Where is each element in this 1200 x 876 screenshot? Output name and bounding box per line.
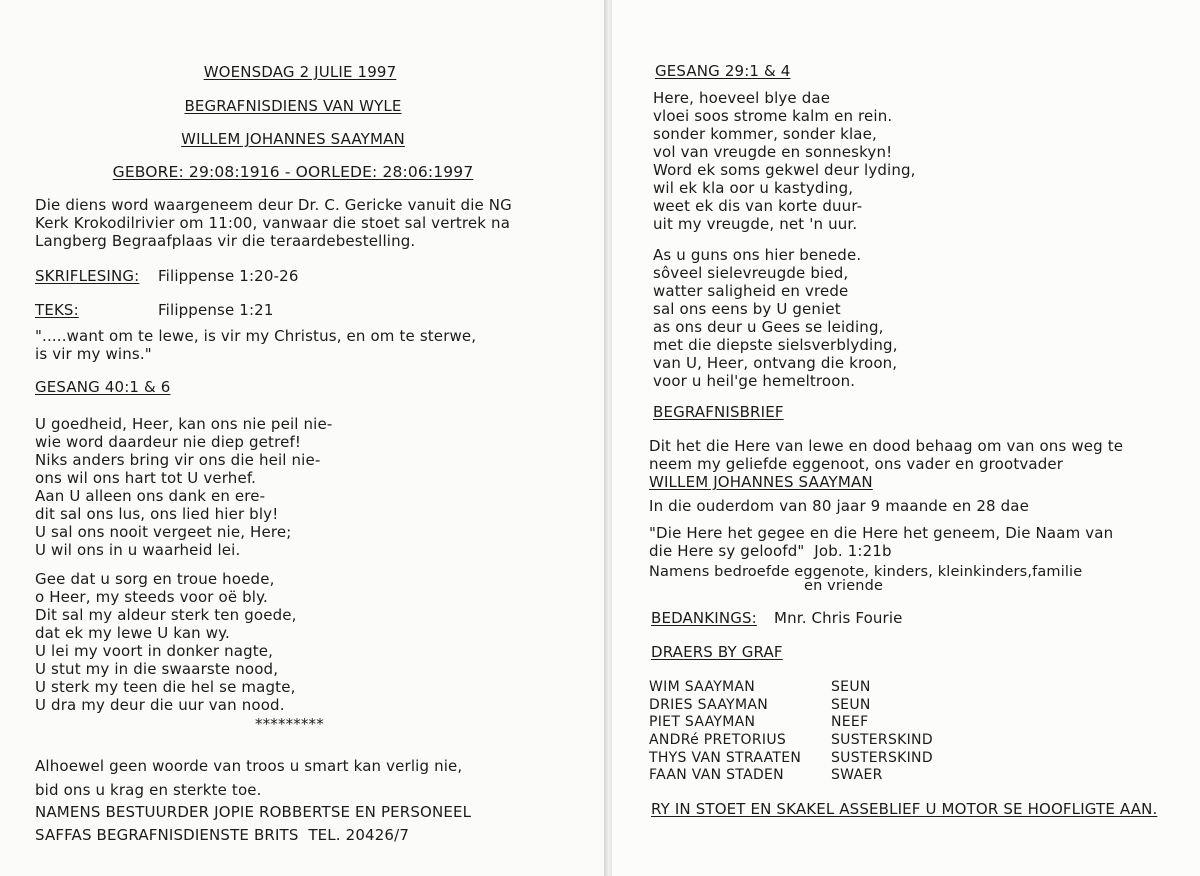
brief-deceased-name: WILLEM JOHANNES SAAYMAN xyxy=(649,473,873,491)
intro-line: Langberg Begraafplaas vir die teraardebestelling. xyxy=(35,232,416,250)
brief-line: neem my geliefde eggenoot, ons vader en grootvader xyxy=(649,455,1064,473)
verse-line: U dra my deur die uur van nood. xyxy=(35,696,285,714)
verse-line: sonder kommer, sonder klae, xyxy=(653,125,877,143)
verse-line: Gee dat u sorg en troue hoede, xyxy=(35,570,275,588)
bearer-relation: SUSTERSKIND xyxy=(831,750,933,766)
verse-line: sal ons eens by U geniet xyxy=(653,300,841,318)
begrafnisbrief-title: BEGRAFNISBRIEF xyxy=(653,403,784,421)
teks-label: TEKS: xyxy=(35,301,79,319)
footer-instruction: RY IN STOET EN SKAKEL ASSEBLIEF U MOTOR SE HOOFLIGTE AAN. xyxy=(651,800,1158,818)
bearer-relation: SEUN xyxy=(831,697,871,713)
verse-line: vloei soos strome kalm en rein. xyxy=(653,107,893,125)
bedankings-label: BEDANKINGS: xyxy=(651,609,757,627)
verse-line: U goedheid, Heer, kan ons nie peil nie- xyxy=(35,415,333,433)
verse-line: Niks anders bring vir ons die heil nie- xyxy=(35,451,321,469)
verse-line: as ons deur u Gees se leiding, xyxy=(653,318,884,336)
verse-line: van U, Heer, ontvang die kroon, xyxy=(653,354,898,372)
quote-line: is vir my wins." xyxy=(35,345,152,363)
verse-line: ons wil ons hart tot U verhef. xyxy=(35,469,257,487)
namens-line: Namens bedroefde eggenote, kinders, kleinkinders,familie xyxy=(649,564,1083,580)
verse-line: met die diepste sielsverblyding, xyxy=(653,336,898,354)
verse-line: Word ek soms gekwel deur lyding, xyxy=(653,161,916,179)
age-line: In die ouderdom van 80 jaar 9 maande en 28 dae xyxy=(649,497,1030,515)
birth-death-dates: GEBORE: 29:08:1916 - OORLEDE: 28:06:1997 xyxy=(112,163,474,181)
bearer-relation: SEUN xyxy=(831,679,871,695)
teks-value: Filippense 1:21 xyxy=(158,301,274,319)
bearer-name: DRIES SAAYMAN xyxy=(649,697,769,713)
verse-line: sôveel sielevreugde bied, xyxy=(653,264,849,282)
intro-line: Kerk Krokodilrivier om 11:00, vanwaar die stoet sal vertrek na xyxy=(35,214,511,232)
closing-line: Alhoewel geen woorde van troos u smart kan verlig nie, xyxy=(35,757,463,775)
verse-line: o Heer, my steeds voor oë bly. xyxy=(35,588,268,606)
funeral-director-line: NAMENS BESTUURDER JOPIE ROBBERTSE EN PERSONEEL xyxy=(35,803,472,821)
verse-line: U lei my voort in donker nagte, xyxy=(35,642,274,660)
bearer-name: WIM SAAYMAN xyxy=(649,679,756,695)
brief-line: Dit het die Here van lewe en dood behaag om van ons weg te xyxy=(649,437,1124,455)
scripture-line: die Here sy geloofd" Job. 1:21b xyxy=(649,542,892,560)
closing-line: bid ons u krag en sterkte toe. xyxy=(35,781,262,799)
gesang-title: GESANG 29:1 & 4 xyxy=(655,62,791,80)
scripture-line: "Die Here het gegee en die Here het geneem, Die Naam van xyxy=(649,524,1114,542)
verse-line: wil ek kla oor u kastyding, xyxy=(653,179,854,197)
verse-line: U wil ons in u waarheid lei. xyxy=(35,541,241,559)
namens-continuation: en vriende xyxy=(804,578,884,594)
verse-line: wie word daardeur nie diep getref! xyxy=(35,433,302,451)
verse-line: Dit sal my aldeur sterk ten goede, xyxy=(35,606,297,624)
star-divider: ********* xyxy=(255,715,324,733)
gesang-title: GESANG 40:1 & 6 xyxy=(35,378,171,396)
quote-line: ".....want om te lewe, is vir my Christus, en om te sterwe, xyxy=(35,327,477,345)
verse-line: dat ek my lewe U kan wy. xyxy=(35,624,230,642)
skriflesing-label: SKRIFLESING: xyxy=(35,267,140,285)
verse-line: Here, hoeveel blye dae xyxy=(653,89,831,107)
bearer-relation: NEEF xyxy=(831,714,869,730)
verse-line: weet ek dis van korte duur- xyxy=(653,197,863,215)
service-date: WOENSDAG 2 JULIE 1997 xyxy=(203,63,397,81)
funeral-home-line: SAFFAS BEGRAFNISDIENSTE BRITS TEL. 20426/7 xyxy=(35,826,410,844)
verse-line: uit my vreugde, net 'n uur. xyxy=(653,215,858,233)
verse-line: watter saligheid en vrede xyxy=(653,282,849,300)
right-page xyxy=(612,0,1200,876)
verse-line: Aan U alleen ons dank en ere- xyxy=(35,487,266,505)
verse-line: U sterk my teen die hel se magte, xyxy=(35,678,296,696)
deceased-name: WILLEM JOHANNES SAAYMAN xyxy=(181,130,405,148)
intro-line: Die diens word waargeneem deur Dr. C. Gericke vanuit die NG xyxy=(35,196,512,214)
page-fold xyxy=(604,0,612,876)
bedankings-value: Mnr. Chris Fourie xyxy=(774,609,903,627)
bearer-name: PIET SAAYMAN xyxy=(649,714,756,730)
bearer-name: ANDRé PRETORIUS xyxy=(649,732,787,748)
verse-line: voor u heil'ge hemeltroon. xyxy=(653,372,856,390)
verse-line: U stut my in die swaarste nood, xyxy=(35,660,279,678)
service-heading: BEGRAFNISDIENS VAN WYLE xyxy=(184,97,402,115)
verse-line: dit sal ons lus, ons lied hier bly! xyxy=(35,505,279,523)
draers-title: DRAERS BY GRAF xyxy=(651,643,783,661)
bearer-name: FAAN VAN STADEN xyxy=(649,767,784,783)
verse-line: vol van vreugde en sonneskyn! xyxy=(653,143,893,161)
verse-line: As u guns ons hier benede. xyxy=(653,246,862,264)
skriflesing-value: Filippense 1:20-26 xyxy=(158,267,299,285)
bearer-relation: SUSTERSKIND xyxy=(831,732,933,748)
verse-line: U sal ons nooit vergeet nie, Here; xyxy=(35,523,292,541)
bearer-relation: SWAER xyxy=(831,767,883,783)
bearer-name: THYS VAN STRAATEN xyxy=(649,750,802,766)
